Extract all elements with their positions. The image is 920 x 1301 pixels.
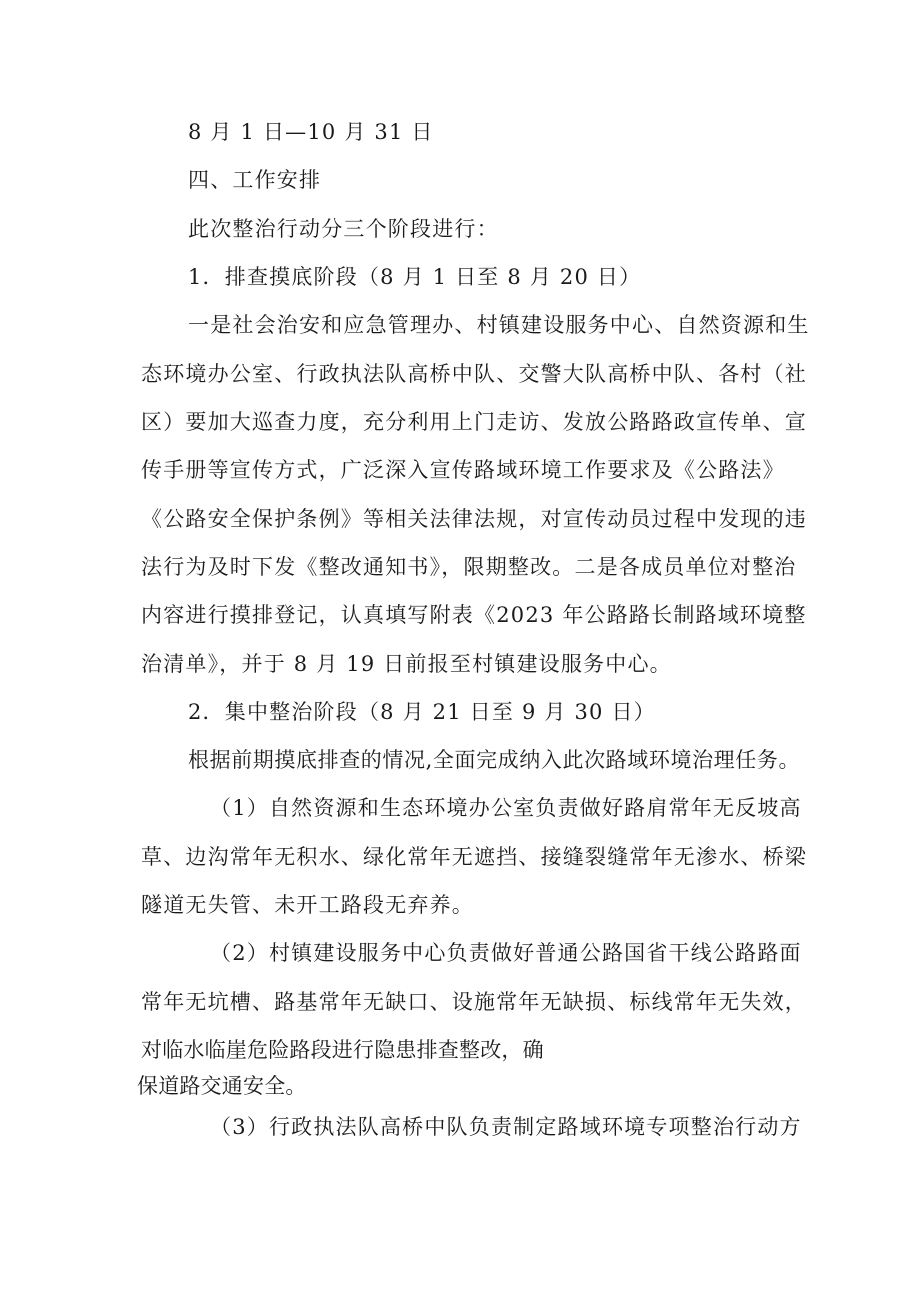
stage-1-heading: 1．排查摸底阶段（8 月 1 日至 8 月 20 日） xyxy=(188,265,642,289)
item-2-line: （2）村镇建设服务中心负责做好普通公路国省干线公路路面 xyxy=(210,941,802,965)
paragraph-line: 态环境办公室、行政执法队高桥中队、交警大队高桥中队、各村（社 xyxy=(141,362,807,386)
paragraph-line: 隧道无失管、未开工路段无弃养。 xyxy=(141,893,474,917)
paragraph-line: 治清单》，并于 8 月 19 日前报至村镇建设服务中心。 xyxy=(141,652,672,676)
section-heading-work-arrangement: 四、工作安排 xyxy=(188,168,322,192)
paragraph-line: 内容进行摸排登记，认真填写附表《2023 年公路路长制路域环境整 xyxy=(141,603,807,627)
paragraph-line: 法行为及时下发《整改通知书》，限期整改。二是各成员单位对整治 xyxy=(141,555,797,579)
paragraph-line: 《公路安全保护条例》等相关法律法规，对宣传动员过程中发现的违 xyxy=(141,507,807,531)
period-line: 8 月 1 日—10 月 31 日 xyxy=(188,120,434,144)
item-3-line: （3）行政执法队高桥中队负责制定路域环境专项整治行动方 xyxy=(210,1115,802,1139)
paragraph-line: 传手册等宣传方式，广泛深入宣传路域环境工作要求及《公路法》 xyxy=(141,458,785,482)
paragraph-line: 对临水临崖危险路段进行隐患排查整改，确 xyxy=(141,1038,544,1062)
paragraph-line: 保道路交通安全。 xyxy=(137,1074,307,1098)
paragraph-line: 此次整治行动分三个阶段进行： xyxy=(188,217,499,241)
paragraph-line: 常年无坑槽、路基常年无缺口、设施常年无缺损、标线常年无失效， xyxy=(141,990,807,1014)
paragraph-line: 一是社会治安和应急管理办、村镇建设服务中心、自然资源和生 xyxy=(188,313,810,337)
paragraph-line: 根据前期摸底排查的情况,全面完成纳入此次路域环境治理任务。 xyxy=(188,748,801,772)
stage-2-heading: 2．集中整治阶段（8 月 21 日至 9 月 30 日） xyxy=(188,700,656,724)
paragraph-line: 草、边沟常年无积水、绿化常年无遮挡、接缝裂缝常年无渗水、桥梁 xyxy=(141,845,807,869)
paragraph-line: 区）要加大巡查力度，充分利用上门走访、发放公路路政宣传单、宣 xyxy=(141,410,807,434)
item-1-line: （1）自然资源和生态环境办公室负责做好路肩常年无反坡高 xyxy=(210,796,802,820)
